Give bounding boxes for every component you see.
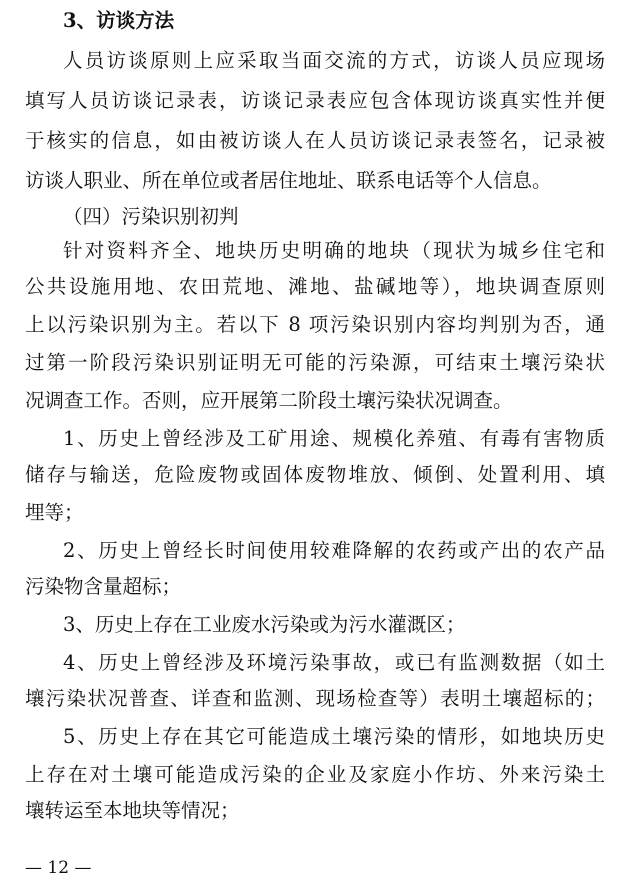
list-item-line: 2、历史上曾经长时间使用较难降解的农药或产出的农产品 — [63, 539, 605, 562]
list-item-line: 1、历史上曾经涉及工矿用途、规模化养殖、有毒有害物质 — [63, 427, 605, 450]
paragraph-line: 于核实的信息，如由被访谈人在人员访谈记录表签名，记录被 — [25, 129, 605, 152]
list-item-line: 埋等； — [25, 501, 84, 524]
section-heading-pollution-identification: （四）污染识别初判 — [63, 205, 239, 228]
list-item-line: 3、历史上存在工业废水污染或为污水灌溉区； — [63, 613, 466, 636]
paragraph-line: 上以污染识别为主。若以下 8 项污染识别内容均判别为否，通 — [25, 313, 605, 336]
paragraph-line: 访谈人职业、所在单位或者居住地址、联系电话等个人信息。 — [25, 169, 552, 192]
list-item-line: 4、历史上曾经涉及环境污染事故，或已有监测数据（如土 — [63, 651, 605, 674]
paragraph-line: 况调查工作。否则，应开展第二阶段土壤污染状况调查。 — [25, 389, 513, 412]
page-number: — 12 — — [25, 858, 92, 878]
paragraph-line: 填写人员访谈记录表，访谈记录表应包含体现访谈真实性并便 — [25, 89, 605, 112]
list-item-line: 污染物含量超标； — [25, 575, 182, 598]
list-item-line: 储存与输送，危险废物或固体废物堆放、倾倒、处置利用、填 — [25, 463, 605, 486]
paragraph-line: 过第一阶段污染识别证明无可能的污染源，可结束土壤污染状 — [25, 351, 605, 374]
section-heading-interview-method: 3、访谈方法 — [63, 9, 175, 32]
list-item-line: 上存在对土壤可能造成污染的企业及家庭小作坊、外来污染土 — [25, 763, 605, 786]
list-item-line: 壤污染状况普查、详查和监测、现场检查等）表明土壤超标的； — [25, 687, 605, 710]
list-item-line: 壤转运至本地块等情况； — [25, 799, 240, 822]
paragraph-line: 人员访谈原则上应采取当面交流的方式，访谈人员应现场 — [63, 49, 605, 72]
paragraph-line: 公共设施用地、农田荒地、滩地、盐碱地等），地块调查原则 — [25, 275, 605, 298]
paragraph-line: 针对资料齐全、地块历史明确的地块（现状为城乡住宅和 — [63, 239, 605, 262]
list-item-line: 5、历史上存在其它可能造成土壤污染的情形，如地块历史 — [63, 725, 605, 748]
